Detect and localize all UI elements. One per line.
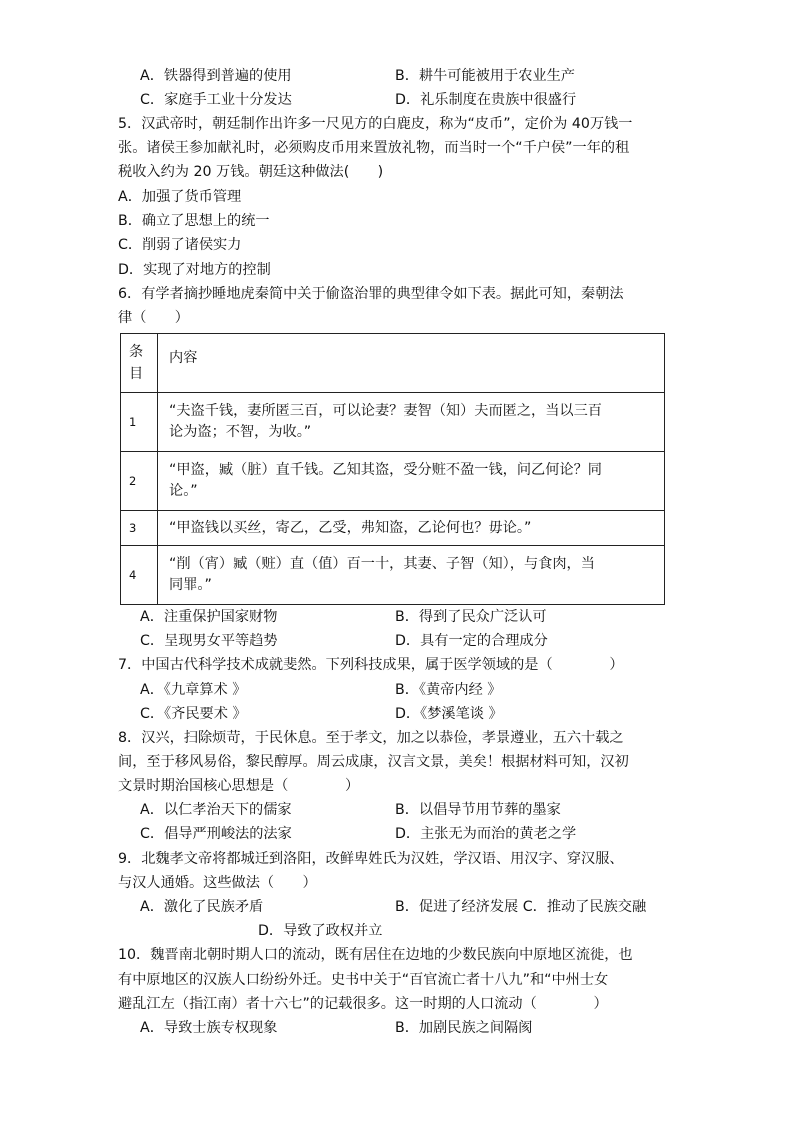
q9-stem-line-2: 与汉人通婚。这些做法（ ）: [118, 875, 317, 891]
q7-option-b: B．《黄帝内经 》: [395, 682, 502, 698]
row-content-line-1: “甲盗钱以买丝，寄乙，乙受，弗知盗，乙论何也？毋论。”: [169, 519, 532, 536]
row-num: 4: [121, 546, 158, 605]
row-content: [158, 546, 665, 605]
row-content-line-2: 论。”: [169, 483, 198, 499]
q7-option-d: D．《梦溪笔谈 》: [395, 706, 503, 722]
q9-option-b-c: B．促进了经济发展 C．推动了民族交融: [395, 899, 647, 915]
q6-option-c: C．呈现男女平等趋势: [140, 633, 278, 649]
q9-stem-line-1: 9．北魏孝文帝将都城迁到洛阳，改鲜卑姓氏为汉姓，学汉语、用汉字、穿汉服、: [118, 851, 624, 867]
q10-stem-line-3: 避乱江左（指江南）者十六七”的记载很多。这一时期的人口流动（ ）: [118, 996, 608, 1012]
header-num-cell: [121, 334, 158, 393]
q4-option-c: C．家庭手工业十分发达: [140, 92, 292, 108]
q4-option-a: A．铁器得到普遍的使用: [140, 68, 292, 84]
q7-option-a: A．《九章算术 》: [140, 682, 247, 698]
table-row: [121, 546, 665, 605]
q8-option-d: D．主张无为而治的黄老之学: [395, 826, 577, 842]
q9-option-d: D．导致了政权并立: [258, 923, 383, 939]
q6-stem-line-2: 律（ ）: [118, 310, 189, 326]
q7-stem-line-1: 7．中国古代科学技术成就斐然。下列科技成果，属于医学领域的是（ ）: [118, 657, 624, 673]
header-content-cell: [158, 334, 665, 393]
q5-stem-line-3: 税收入约为 20 万钱。朝廷这种做法( ): [118, 164, 384, 180]
table-row: [121, 511, 665, 546]
row-content-line-1: “削（宵）臧（赃）直（值）百一十，其妻、子智（知），与食肉，当: [169, 556, 595, 572]
q8-option-a: A．以仁孝治天下的儒家: [140, 802, 292, 818]
q5-option-d: D．实现了对地方的控制: [118, 262, 271, 278]
q10-stem-line-2: 有中原地区的汉族人口纷纷外迁。史书中关于“百官流亡者十八九”和“中州士女: [118, 972, 609, 988]
table-row: [121, 393, 665, 452]
q5-stem-line-1: 5．汉武帝时，朝廷制作出许多一尺见方的白鹿皮，称为“皮币”，定价为 40万钱一: [118, 116, 633, 132]
q4-option-b: B．耕牛可能被用于农业生产: [395, 68, 575, 84]
q5-option-c: C．削弱了诸侯实力: [118, 237, 242, 253]
q8-stem-line-1: 8．汉兴，扫除烦苛，于民休息。至于孝文，加之以恭俭，孝景遵业，五六十载之: [118, 730, 624, 746]
row-content-line-1: “甲盗，臧（脏）直千钱。乙知其盗，受分赃不盈一钱，问乙何论？同: [169, 462, 602, 478]
q8-stem-line-3: 文景时期治国核心思想是（ ）: [118, 778, 360, 794]
row-content: [158, 452, 665, 511]
row-content: [158, 393, 665, 452]
row-content-line-2: 论为盗；不智，为收。”: [169, 424, 312, 440]
row-content-line-2: 同罪。”: [169, 577, 212, 593]
table-row: [121, 452, 665, 511]
table-header-row: [121, 334, 665, 393]
q8-stem-line-2: 间，至于移风易俗，黎民醇厚。周云成康，汉言文景，美矣！根据材料可知，汉初: [118, 754, 629, 770]
q10-option-b: B．加剧民族之间隔阂: [395, 1020, 533, 1036]
q4-option-d: D．礼乐制度在贵族中很盛行: [395, 92, 577, 108]
row-num: 3: [121, 511, 158, 546]
header-num-1: 条: [129, 344, 144, 360]
header-num-2: 目: [129, 366, 144, 382]
q9-option-a: A．激化了民族矛盾: [140, 899, 264, 915]
q6-option-b: B．得到了民众广泛认可: [395, 609, 547, 625]
q8-option-c: C．倡导严刑峻法的法家: [140, 826, 292, 842]
header-content: 内容: [169, 350, 198, 366]
law-table: [120, 333, 665, 605]
q5-option-b: B．确立了思想上的统一: [118, 213, 270, 229]
q6-option-a: A．注重保护国家财物: [140, 609, 278, 625]
q6-stem-line-1: 6．有学者摘抄睡地虎秦简中关于偷盗治罪的典型律令如下表。据此可知，秦朝法: [118, 286, 624, 302]
q6-option-d: D．具有一定的合理成分: [395, 633, 548, 649]
q10-stem-line-1: 10．魏晋南北朝时期人口的流动，既有居住在边地的少数民族向中原地区流徙，也: [118, 947, 633, 963]
q8-option-b: B．以倡导节用节葬的墨家: [395, 802, 561, 818]
q5-option-a: A．加强了货币管理: [118, 189, 242, 205]
row-num: 1: [121, 393, 158, 452]
row-num: 2: [121, 452, 158, 511]
q5-stem-line-2: 张。诸侯王参加献礼时，必须购皮币用来置放礼物，而当时一个“千户侯”一年的租: [118, 140, 630, 156]
q7-option-c: C．《齐民要术 》: [140, 706, 247, 722]
row-content-line-1: “夫盗千钱，妻所匿三百，可以论妻？妻智（知）夫而匿之，当以三百: [169, 403, 602, 419]
q10-option-a: A．导致士族专权现象: [140, 1020, 278, 1036]
row-content: [158, 511, 665, 546]
